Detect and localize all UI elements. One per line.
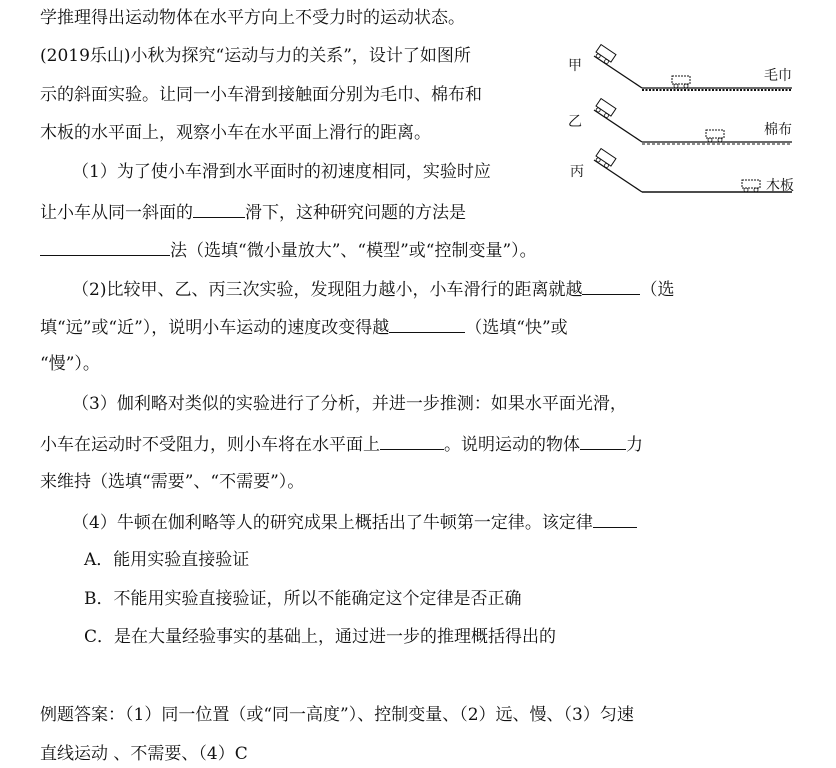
q2-text-d: （选填“快”或	[465, 318, 568, 338]
q3-blank-1[interactable]	[380, 431, 444, 450]
figure-row-towel	[568, 45, 792, 90]
q2-blank-2[interactable]	[389, 314, 465, 333]
q2-text-a: （2)比较甲、乙、丙三次实验，发现阻力越小，小车滑行的距离就越	[72, 280, 583, 300]
q1-text-c: 法（选填“微小量放大”、“模型”或“控制变量”）。	[170, 241, 537, 261]
q3-line-1: （3）伽利略对类似的实验进行了分析，并进一步推测：如果水平面光滑，	[72, 394, 627, 414]
q1-line-3	[40, 237, 537, 263]
surface-label-towel: 毛巾	[764, 68, 792, 84]
q3-blank-2[interactable]	[580, 431, 626, 450]
q4-option-a[interactable]: A．能用实验直接验证	[84, 550, 250, 570]
figure-label-bing: 丙	[570, 164, 584, 180]
intro-text: 学推理得出运动物体在水平方向上不受力时的运动状态。	[40, 8, 465, 28]
q2-text-b: （选	[640, 280, 675, 300]
q2-line-1	[72, 276, 674, 302]
q3-text-b: 。说明运动的物体	[444, 435, 580, 455]
cart-icon	[594, 99, 616, 120]
cart-icon	[672, 76, 690, 88]
q1-text-b: 滑下，这种研究问题的方法是	[245, 203, 466, 223]
incline-experiment-figure	[566, 40, 806, 200]
q2-text-c: 填“远”或“近”），说明小车运动的速度改变得越	[40, 318, 390, 338]
q4-blank[interactable]	[593, 509, 637, 528]
q4-line-1	[72, 509, 637, 535]
problem-line-3: 木板的水平面上，观察小车在水平面上滑行的距离。	[40, 123, 431, 143]
q4-option-c[interactable]: C．是在大量经验事实的基础上，通过进一步的推理概括得出的	[84, 627, 557, 647]
problem-line-1: (2019乐山)小秋为探究“运动与力的关系”，设计了如图所	[40, 46, 471, 66]
q4-option-b[interactable]: B．不能用实验直接验证，所以不能确定这个定律是否正确	[84, 589, 522, 609]
q4-text: （4）牛顿在伽利略等人的研究成果上概括出了牛顿第一定律。该定律	[72, 513, 593, 533]
q2-line-2	[40, 314, 568, 340]
cart-icon	[706, 130, 724, 142]
problem-line-2: 示的斜面实验。让同一小车滑到接触面分别为毛巾、棉布和	[40, 85, 482, 105]
cart-icon	[594, 149, 616, 170]
q2-blank-1[interactable]	[582, 276, 640, 295]
surface-label-wood: 木板	[766, 178, 794, 194]
figure-row-wood	[570, 149, 794, 194]
q1-text-a: 让小车从同一斜面的	[40, 203, 193, 223]
q2-line-3: “慢”）。	[40, 354, 100, 374]
q1-line-2	[40, 199, 466, 225]
q1-blank-2[interactable]	[40, 237, 170, 256]
answer-line-1: 例题答案：（1）同一位置（或“同一高度”）、控制变量、（2）远、慢、（3）匀速	[40, 705, 634, 725]
q3-line-2	[40, 431, 643, 457]
q1-blank-1[interactable]	[193, 199, 245, 218]
answer-line-2: 直线运动 、不需要、（4）C	[40, 744, 248, 764]
cart-icon	[742, 180, 760, 192]
q3-text-a: 小车在运动时不受阻力，则小车将在水平面上	[40, 435, 380, 455]
surface-label-cotton: 棉布	[764, 122, 792, 138]
cart-icon	[594, 45, 616, 66]
q3-line-3: 来维持（选填“需要”、“不需要”）。	[40, 472, 305, 492]
q1-line-1: （1）为了使小车滑到水平面时的初速度相同，实验时应	[72, 162, 491, 182]
figure-label-jia: 甲	[568, 58, 582, 74]
figure-row-cotton	[568, 99, 792, 144]
q3-text-c: 力	[626, 435, 643, 455]
figure-label-yi: 乙	[568, 114, 582, 130]
